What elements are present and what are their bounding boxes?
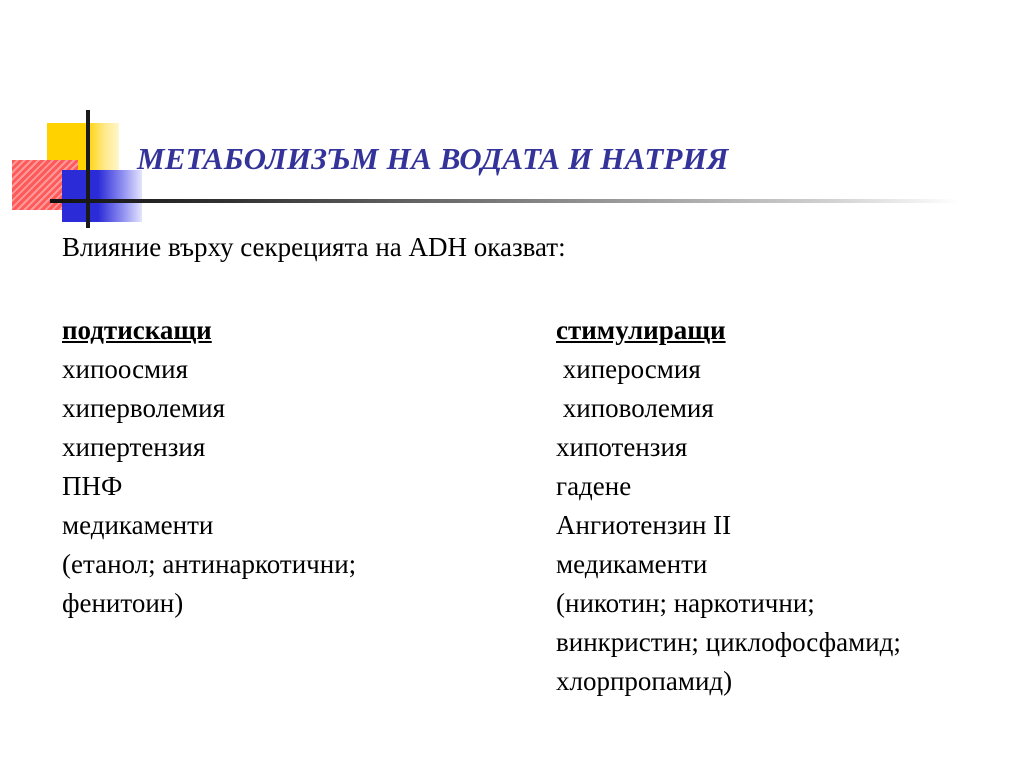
stimulating-item: хиперосмия (556, 354, 701, 384)
stimulating-item: Ангиотензин II (556, 510, 732, 540)
inhibiting-item: хипоосмия (62, 354, 189, 384)
logo-blue-square (62, 170, 142, 222)
inhibiting-item: хиперволемия (62, 393, 226, 423)
stimulating-item: медикаменти (556, 549, 708, 579)
title-underline-bar (50, 199, 960, 203)
stimulating-item: хлорпропамид) (556, 666, 733, 696)
inhibiting-header: подтискащи (62, 315, 212, 345)
inhibiting-item: фенитоин) (62, 588, 184, 618)
inhibiting-item: ПНФ (62, 471, 123, 501)
intro-text: Влияние върху секрецията на ADH оказват: (62, 232, 566, 262)
inhibiting-item: медикаменти (62, 510, 214, 540)
stimulating-header: стимулиращи (556, 315, 726, 345)
stimulating-item: хиповолемия (556, 393, 714, 423)
stimulating-item: хипотензия (556, 432, 688, 462)
stimulating-column (556, 311, 901, 701)
inhibiting-item: хипертензия (62, 432, 206, 462)
inhibiting-column (62, 311, 356, 623)
stimulating-item: гадене (556, 471, 632, 501)
stimulating-item: винкристин; циклофосфамид; (556, 627, 901, 657)
slide-title: МЕТАБОЛИЗЪМ НА ВОДАТА И НАТРИЯ (137, 141, 729, 176)
stimulating-item: (никотин; наркотични; (556, 588, 815, 618)
inhibiting-item: (етанол; антинаркотични; (62, 549, 357, 579)
logo-vertical-line (86, 110, 90, 228)
